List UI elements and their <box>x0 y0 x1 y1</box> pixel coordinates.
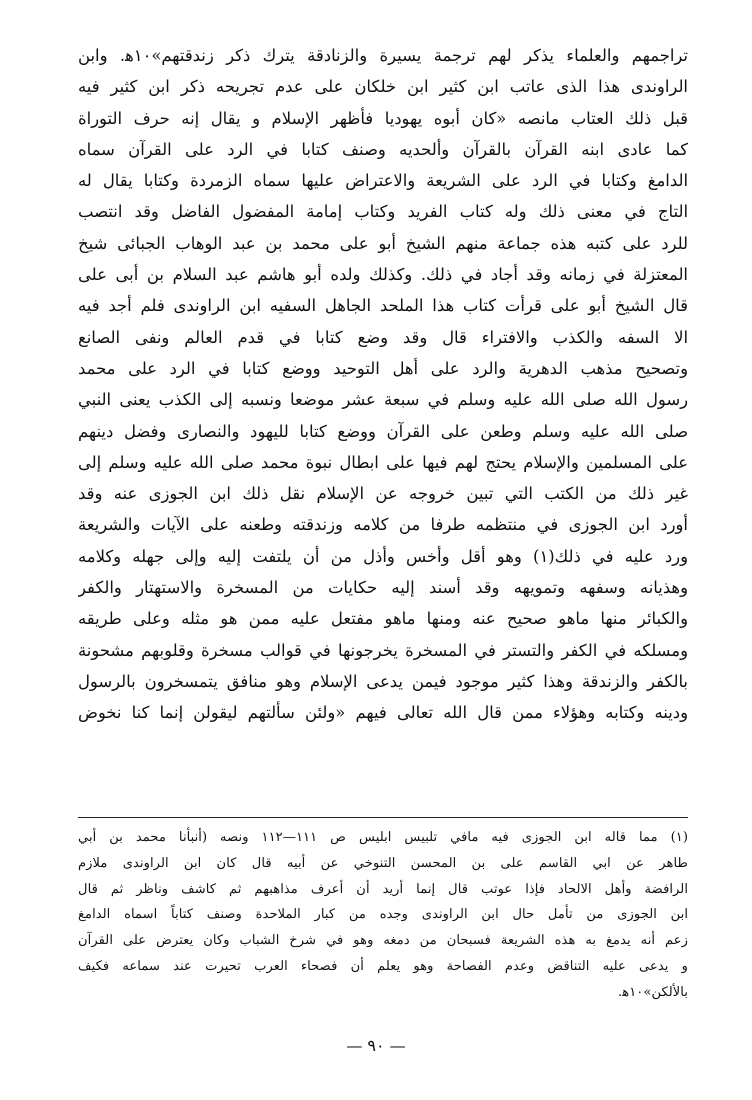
text-line: والكبائر منها ماهو صحيح عنه ومنها ماهو مفتعل عليه ممن هو مثله وعلى طريقه <box>78 609 688 629</box>
text-line: ودينه وكتابه وهؤلاء ممن قال الله تعالى فيهم «ولئن سألتهم ليقولن إنما كنا نخوض <box>78 703 688 723</box>
footnotes <box>78 825 688 1006</box>
main-text <box>78 40 688 729</box>
text-line: بالكفر والزندقة وهذا كثير موجود فيمن يدعى الإسلام وهو منافق يتمسخرون بالرسول <box>78 671 688 691</box>
footnote-line: الرافضة وأهل الالحاد فإذا عوتب قال إنما أريد أن أعرف مذاهبهم ثم كاشف وناظر ثم قال <box>78 881 688 897</box>
text-line: وهذيانه وسفهه وتمويهه وقد أسند إليه حكايات من المسخرة والاستهتار والكفر <box>78 578 688 598</box>
footnote-line: زعم أنه يدمغ به هذه الشريعة فسبحان من دمغه وهو في شرخ الشباب وكان يعترض على القرآن <box>78 933 688 949</box>
footnote-line: (١) مما قاله ابن الجوزى فيه مافي تلبيس ابليس ص ١١١—١١٢ ونصه (أنبأنا محمد بن أبي <box>78 830 688 845</box>
page-number: — ٩٠ — <box>346 1036 406 1055</box>
text-line: رسول الله صلى الله عليه وسلم في سبعة عشر موضعا ونسبه إلى الكذب يعنى النبي <box>78 390 688 410</box>
text-line: المعتزلة في زمانه وقد أجاد في ذلك. وكذلك ولده أبو هاشم عبد السلام بن أبى على <box>78 265 688 285</box>
text-line: الراوندى هذا الذى عاتب ابن كثير ابن خلكان على عدم تجريحه ذكر ابن كثير فيه <box>78 77 688 97</box>
text-line: التاج في معنى ذلك وله كتاب الفريد وكتاب إمامة المفضول الفاضل وقد انتصب <box>78 202 688 222</box>
footnote-line: ابن الجوزى من تأمل حال ابن الراوندى وجده من كبار الملاحدة وصنف كتاباً اسماه الدامغ <box>78 907 688 923</box>
footnote-line: و يدعى عليه التناقض وعدم الفصاحة وهو يعلم أن فصحاء العرب تحيرت عند سماعه فكيف <box>78 958 688 974</box>
text-line: قبل ذلك العتاب مانصه «كان أبوه يهوديا فأظهر الإسلام و يقال إنه حرف التوراة <box>78 108 688 128</box>
text-line: وتصحيح مذهب الدهرية والرد على أهل التوحيد ووضع كتابا في الرد على محمد <box>78 358 688 378</box>
footnote-divider <box>78 817 688 818</box>
text-line: ورد عليه في ذلك(١) وهو أقل وأخس وأذل من أن يلتفت إليه وإلى جهله وكلامه <box>78 546 688 566</box>
text-line: الا السفه والكذب والافتراء قال وقد وضع كتابا في قدم العالم ونفى الصانع <box>78 327 688 347</box>
footnote-line: بالألكن»١٠ه‍. <box>618 984 688 1000</box>
text-line: قال الشيخ أبو على قرأت كتاب هذا الملحد الجاهل السفيه ابن الراوندى فلم أجد فيه <box>78 296 688 316</box>
text-line: على المسلمين والإسلام يحتج لهم فيها على ابطال نبوة محمد صلى الله عليه وسلم إلى <box>78 452 688 472</box>
text-line: للرد على كتبه هذه جماعة منهم الشيخ أبو على محمد بن عبد الوهاب الجبائى شيخ <box>78 233 688 253</box>
text-line: ومسلكه في الكفر والتستر في المسخرة يخرجونها في قوالب مسخرة وقلوبهم مشحونة <box>78 640 688 660</box>
footnote-line: طاهر عن ابي القاسم على بن المحسن التنوخي عن أبيه قال كان ابن الراوندى ملازم <box>78 855 688 871</box>
text-line: صلى الله عليه وسلم وطعن على القرآن ووضع كتابا لليهود والنصارى وفضل دينهم <box>78 421 688 441</box>
text-line: غير ذلك من الكتب التي تبين خروجه عن الإسلام نقل ذلك ابن الجوزى عنه وقد <box>78 484 688 504</box>
text-line: تراجمهم والعلماء يذكر لهم ترجمة يسيرة والزنادقة يترك ذكر زندقتهم»١٠ه‍. وابن <box>78 46 688 65</box>
text-line: كما عادى ابنه القرآن بالقرآن وألحديه وصنف كتابا في الرد على القرآن سماه <box>78 139 688 159</box>
text-line: أورد ابن الجوزى في منتظمه طرفا من كلامه وزندقته وطعنه على الآيات والشريعة <box>78 515 688 535</box>
text-line: الدامغ وكتابا في الرد على الشريعة والاعتراض عليها سماه الزمردة وكتابا يقال له <box>78 171 688 191</box>
